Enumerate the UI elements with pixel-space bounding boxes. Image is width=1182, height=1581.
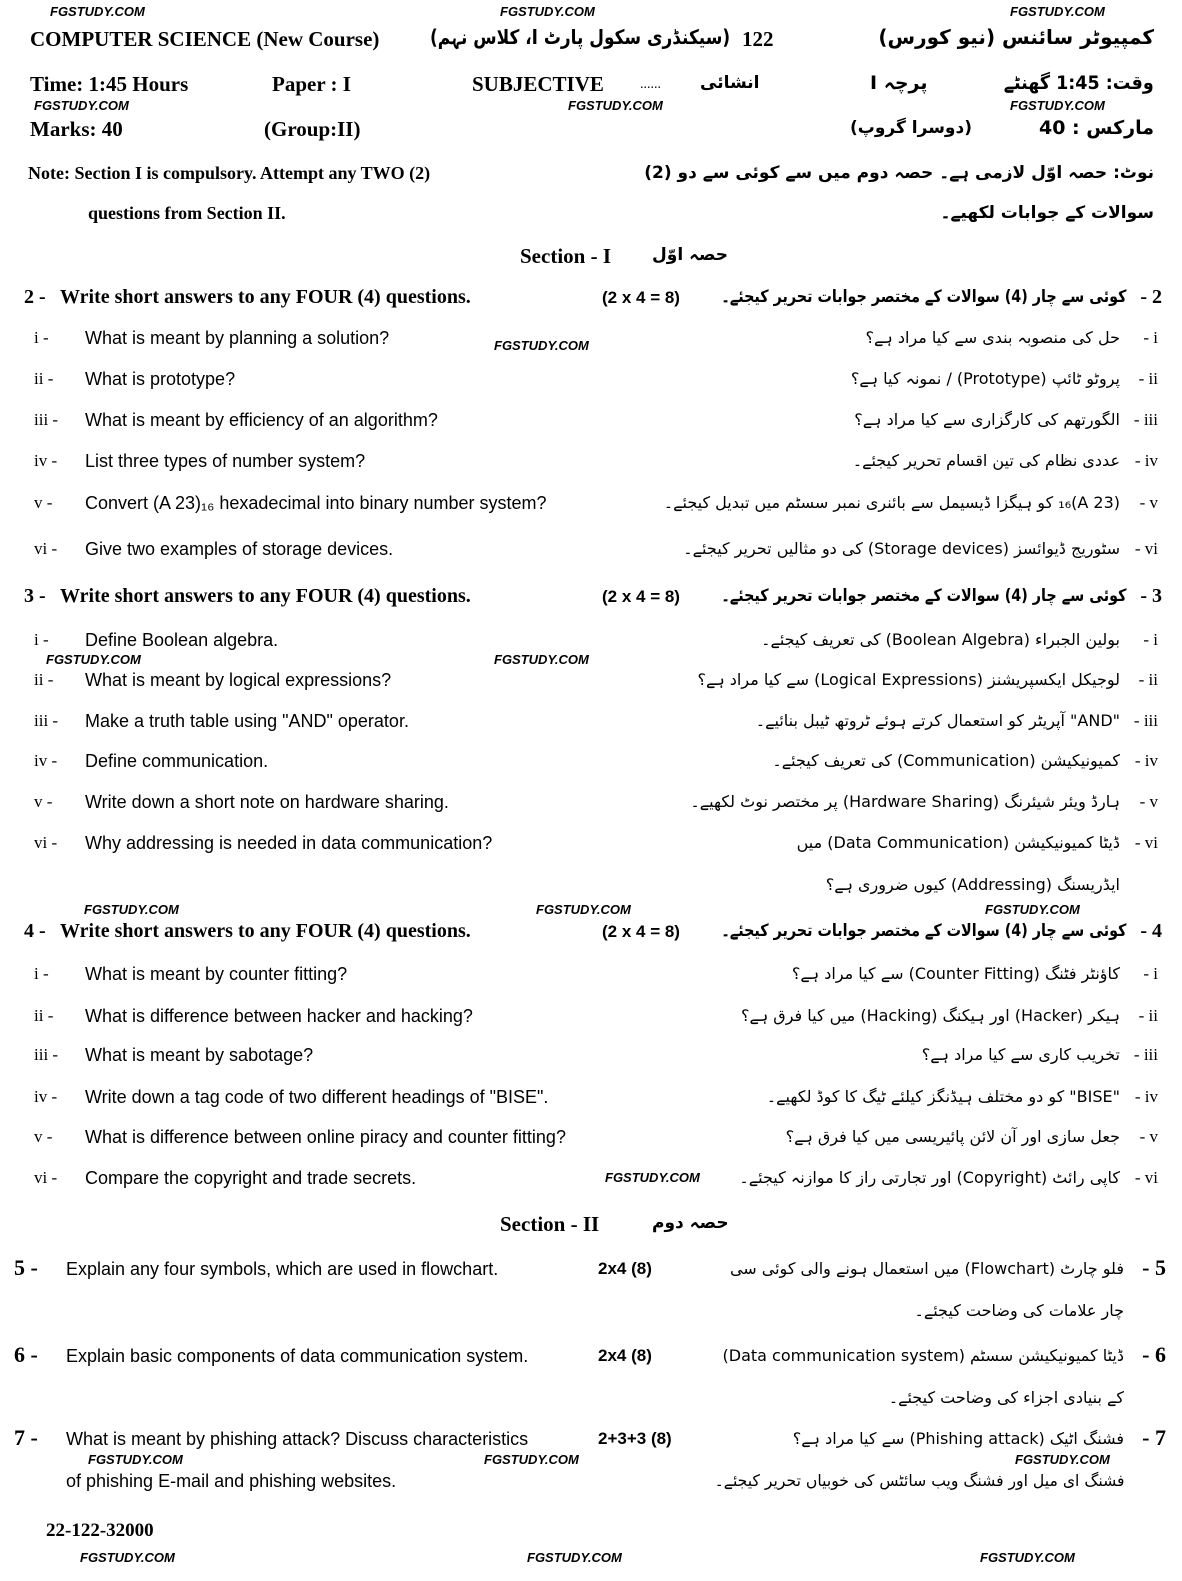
question-text: What is meant by sabotage? bbox=[85, 1045, 314, 1065]
subject-class-ur: (سیکنڈری سکول پارٹ I، کلاس نہم) bbox=[430, 25, 731, 49]
marks-ur: مارکس : 40 bbox=[1038, 117, 1154, 139]
question-number: ii - bbox=[34, 670, 54, 689]
question-text-ur: کاؤنٹر فٹنگ (Counter Fitting) سے کیا مراد ہے؟ bbox=[791, 964, 1120, 983]
question-text: What is difference between online piracy and counter fitting? bbox=[85, 1127, 566, 1147]
long-question-text-ur: فلو چارٹ (Flowchart) میں استعمال ہونے والی کوئی سی bbox=[729, 1259, 1124, 1278]
q3-heading: Write short answers to any FOUR (4) questions. bbox=[60, 585, 471, 607]
question-number-ur: - iii bbox=[1133, 410, 1158, 429]
long-question-text-ur: فشنگ اٹیک (Phishing attack) سے کیا مراد ہے؟ bbox=[792, 1429, 1124, 1448]
question-number-ur: - v bbox=[1139, 1127, 1158, 1146]
question-text: Make a truth table using "AND" operator. bbox=[85, 711, 409, 731]
watermark: FGSTUDY.COM bbox=[494, 652, 589, 667]
long-question-text-ur-continued: چار علامات کی وضاحت کیجئے۔ bbox=[914, 1301, 1124, 1320]
question-number-ur: - iv bbox=[1134, 451, 1158, 470]
question-number: iv - bbox=[34, 1087, 58, 1106]
watermark: FGSTUDY.COM bbox=[980, 1550, 1075, 1565]
question-text-ur: ہارڈ ویئر شیئرنگ (Hardware Sharing) پر مختصر نوٹ لکھیے۔ bbox=[690, 792, 1120, 811]
long-question-text: What is meant by phishing attack? Discuss characteristics bbox=[66, 1429, 529, 1449]
question-text: Compare the copyright and trade secrets. bbox=[85, 1168, 417, 1188]
section-1-title: Section - I bbox=[520, 244, 611, 268]
question-number: ii - bbox=[34, 369, 54, 388]
watermark: FGSTUDY.COM bbox=[568, 98, 663, 113]
watermark: FGSTUDY.COM bbox=[84, 902, 179, 917]
watermark: FGSTUDY.COM bbox=[1010, 4, 1105, 19]
q3-heading-ur: کوئی سے چار (4) سوالات کے مختصر جوابات تحریر کیجئے۔ bbox=[721, 586, 1126, 606]
question-text-ur: الگورتھم کی کارگزاری سے کیا مراد ہے؟ bbox=[854, 410, 1120, 429]
question-number-ur: - ii bbox=[1138, 1006, 1158, 1025]
question-text-ur: عددی نظام کی تین اقسام تحریر کیجئے۔ bbox=[852, 451, 1120, 470]
watermark: FGSTUDY.COM bbox=[536, 902, 631, 917]
long-question-marks: 2+3+3 (8) bbox=[598, 1429, 672, 1448]
long-question-number-ur: - 6 bbox=[1142, 1342, 1166, 1367]
question-number-ur: - v bbox=[1139, 493, 1158, 512]
question-text-ur: کمیونیکیشن (Communication) کی تعریف کیجئے۔ bbox=[772, 751, 1120, 770]
question-text: What is prototype? bbox=[85, 369, 236, 389]
question-number-ur: - iv bbox=[1134, 751, 1158, 770]
question-text: Define communication. bbox=[85, 751, 269, 771]
long-question-number: 6 - bbox=[14, 1342, 38, 1367]
section-2-title: Section - II bbox=[500, 1212, 600, 1236]
question-number: vi - bbox=[34, 1168, 58, 1187]
question-number-ur: - i bbox=[1143, 630, 1158, 649]
subject-title-ur: کمپیوٹر سائنس (نیو کورس) bbox=[878, 25, 1154, 49]
section-2-title-ur: حصہ دوم bbox=[652, 1213, 729, 1233]
question-number: iii - bbox=[34, 1045, 59, 1064]
group-en: (Group:II) bbox=[264, 117, 361, 141]
question-text-ur: بولین الجبراء (Boolean Algebra) کی تعریف کیجئے۔ bbox=[761, 630, 1120, 649]
q4-heading: Write short answers to any FOUR (4) questions. bbox=[60, 920, 471, 942]
question-number: iii - bbox=[34, 711, 59, 730]
question-number: vi - bbox=[34, 833, 58, 852]
q2-heading: Write short answers to any FOUR (4) questions. bbox=[60, 286, 471, 308]
q3-number: 3 - bbox=[24, 585, 46, 607]
time-en: Time: 1:45 Hours bbox=[30, 72, 189, 96]
question-text-ur: "BISE" کو دو مختلف ہیڈنگز کیلئے ٹیگ کا کوڈ لکھیے۔ bbox=[766, 1087, 1120, 1106]
paper-code: 122 bbox=[742, 27, 774, 51]
watermark: FGSTUDY.COM bbox=[34, 98, 129, 113]
question-text-ur: کاپی رائٹ (Copyright) اور تجارتی راز کا موازنہ کیجئے۔ bbox=[739, 1168, 1120, 1187]
watermark: FGSTUDY.COM bbox=[494, 338, 589, 353]
question-text: What is meant by efficiency of an algorithm? bbox=[85, 410, 438, 430]
question-text: Give two examples of storage devices. bbox=[85, 539, 394, 559]
question-number: v - bbox=[34, 792, 53, 811]
question-number: i - bbox=[34, 328, 49, 347]
note-en-line2: questions from Section II. bbox=[88, 203, 286, 223]
question-number-ur: - i bbox=[1143, 964, 1158, 983]
question-text: Why addressing is needed in data communication? bbox=[85, 833, 493, 853]
question-number-ur: - ii bbox=[1138, 670, 1158, 689]
question-text-ur: پروٹو ٹائپ (Prototype) / نمونہ کیا ہے؟ bbox=[850, 369, 1120, 388]
question-number-ur: - iii bbox=[1133, 711, 1158, 730]
question-number: vi - bbox=[34, 539, 58, 558]
long-question-text-ur-continued: کے بنیادی اجزاء کی وضاحت کیجئے۔ bbox=[888, 1388, 1124, 1407]
question-number: v - bbox=[34, 493, 53, 512]
q4-number: 4 - bbox=[24, 920, 46, 942]
question-number: ii - bbox=[34, 1006, 54, 1025]
footer-code: 22-122-32000 bbox=[46, 1520, 154, 1541]
question-text-ur: حل کی منصوبہ بندی سے کیا مراد ہے؟ bbox=[865, 328, 1120, 347]
question-number-ur: - vi bbox=[1134, 833, 1158, 852]
watermark: FGSTUDY.COM bbox=[1010, 98, 1105, 113]
question-text-ur: لوجیکل ایکسپریشنز (Logical Expressions) سے کیا مراد ہے؟ bbox=[697, 670, 1120, 689]
question-number-ur: - iii bbox=[1133, 1045, 1158, 1064]
long-question-text: Explain basic components of data communication system. bbox=[66, 1346, 529, 1366]
long-question-marks: 2x4 (8) bbox=[598, 1259, 652, 1278]
q2-heading-ur: کوئی سے چار (4) سوالات کے مختصر جوابات تحریر کیجئے۔ bbox=[721, 287, 1126, 307]
group-ur: (دوسرا گروپ) bbox=[850, 118, 972, 138]
question-text-ur: تخریب کاری سے کیا مراد ہے؟ bbox=[921, 1045, 1120, 1064]
question-text: What is meant by logical expressions? bbox=[85, 670, 392, 690]
q3-number-ur: - 3 bbox=[1140, 585, 1162, 607]
watermark: FGSTUDY.COM bbox=[1015, 1452, 1110, 1467]
watermark: FGSTUDY.COM bbox=[985, 902, 1080, 917]
question-number: v - bbox=[34, 1127, 53, 1146]
watermark: FGSTUDY.COM bbox=[46, 652, 141, 667]
watermark: FGSTUDY.COM bbox=[527, 1550, 622, 1565]
watermark: FGSTUDY.COM bbox=[484, 1452, 579, 1467]
subjective-ur: انشائی bbox=[700, 73, 760, 93]
question-number-ur: - ii bbox=[1138, 369, 1158, 388]
question-number-ur: - vi bbox=[1134, 539, 1158, 558]
watermark: FGSTUDY.COM bbox=[80, 1550, 175, 1565]
question-text-ur: "AND" آپریٹر کو استعمال کرتے ہوئے ٹروتھ ٹیبل بنائیے۔ bbox=[755, 711, 1120, 730]
question-text: Convert (A 23)₁₆ hexadecimal into binary number system? bbox=[85, 493, 547, 513]
q3-marks: (2 x 4 = 8) bbox=[602, 587, 680, 606]
watermark: FGSTUDY.COM bbox=[50, 4, 145, 19]
question-number: iv - bbox=[34, 451, 58, 470]
long-question-text: Explain any four symbols, which are used in flowchart. bbox=[66, 1259, 499, 1279]
q4-marks: (2 x 4 = 8) bbox=[602, 922, 680, 941]
section-1-title-ur: حصہ اوّل bbox=[652, 245, 729, 265]
long-question-text-ur: ڈیٹا کمیونیکیشن سسٹم (Data communication system) bbox=[722, 1346, 1124, 1365]
question-text-ur: (A 23)₁₆ کو ہیگزا ڈیسیمل سے بائنری نمبر سسٹم میں تبدیل کیجئے۔ bbox=[663, 493, 1120, 512]
question-number-ur: - vi bbox=[1134, 1168, 1158, 1187]
q2-number-ur: - 2 bbox=[1140, 286, 1162, 308]
time-ur: وقت: 1:45 گھنٹے bbox=[1003, 72, 1154, 94]
watermark: FGSTUDY.COM bbox=[605, 1170, 700, 1185]
long-question-text-ur-continued: فشنگ ای میل اور فشنگ ویب سائٹس کی خوبیاں تحریر کیجئے۔ bbox=[714, 1471, 1124, 1490]
long-question-text-continued: of phishing E-mail and phishing websites. bbox=[66, 1471, 397, 1491]
question-number: i - bbox=[34, 630, 49, 649]
question-text: Write down a tag code of two different headings of "BISE". bbox=[85, 1087, 549, 1107]
long-question-marks: 2x4 (8) bbox=[598, 1346, 652, 1365]
dots: ...... bbox=[640, 77, 661, 92]
question-text-ur: ہیکر (Hacker) اور ہیکنگ (Hacking) میں کیا فرق ہے؟ bbox=[740, 1006, 1120, 1025]
question-number-ur: - iv bbox=[1134, 1087, 1158, 1106]
paper-ur: پرچہ I bbox=[870, 72, 928, 94]
question-number-ur: - v bbox=[1139, 792, 1158, 811]
question-number: i - bbox=[34, 964, 49, 983]
question-text: List three types of number system? bbox=[85, 451, 366, 471]
marks-en: Marks: 40 bbox=[30, 117, 123, 141]
paper-en: Paper : I bbox=[272, 72, 351, 96]
q2-number: 2 - bbox=[24, 286, 46, 308]
note-ur-line2: سوالات کے جوابات لکھیے۔ bbox=[940, 203, 1154, 223]
q2-marks: (2 x 4 = 8) bbox=[602, 288, 680, 307]
question-text: What is meant by planning a solution? bbox=[85, 328, 390, 348]
question-text: What is difference between hacker and hacking? bbox=[85, 1006, 473, 1026]
q4-heading-ur: کوئی سے چار (4) سوالات کے مختصر جوابات تحریر کیجئے۔ bbox=[721, 921, 1126, 941]
question-text-ur-continued: ایڈریسنگ (Addressing) کیوں ضروری ہے؟ bbox=[825, 875, 1120, 894]
question-text-ur: ڈیٹا کمیونیکیشن (Data Communication) میں bbox=[796, 833, 1120, 852]
question-text-ur: جعل سازی اور آن لائن پائیریسی میں کیا فرق ہے؟ bbox=[785, 1127, 1120, 1146]
question-text-ur: سٹوریج ڈیوائسز (Storage devices) کی دو مثالیں تحریر کیجئے۔ bbox=[683, 539, 1120, 558]
question-text: Write down a short note on hardware sharing. bbox=[85, 792, 449, 812]
question-number: iii - bbox=[34, 410, 59, 429]
q4-number-ur: - 4 bbox=[1140, 920, 1162, 942]
long-question-number-ur: - 5 bbox=[1142, 1255, 1166, 1280]
subject-title-en: COMPUTER SCIENCE (New Course) bbox=[30, 27, 380, 51]
question-number-ur: - i bbox=[1143, 328, 1158, 347]
long-question-number: 7 - bbox=[14, 1425, 38, 1450]
long-question-number: 5 - bbox=[14, 1255, 38, 1280]
question-text: Define Boolean algebra. bbox=[85, 630, 279, 650]
question-number: iv - bbox=[34, 751, 58, 770]
question-text: What is meant by counter fitting? bbox=[85, 964, 348, 984]
long-question-number-ur: - 7 bbox=[1142, 1425, 1166, 1450]
watermark: FGSTUDY.COM bbox=[500, 4, 595, 19]
subjective-label: SUBJECTIVE bbox=[472, 72, 604, 96]
note-en-line1: Note: Section I is compulsory. Attempt any TWO (2) bbox=[28, 163, 431, 183]
note-ur-line1: نوٹ: حصہ اوّل لازمی ہے۔ حصہ دوم میں سے کوئی سے دو (2) bbox=[644, 163, 1154, 183]
watermark: FGSTUDY.COM bbox=[88, 1452, 183, 1467]
